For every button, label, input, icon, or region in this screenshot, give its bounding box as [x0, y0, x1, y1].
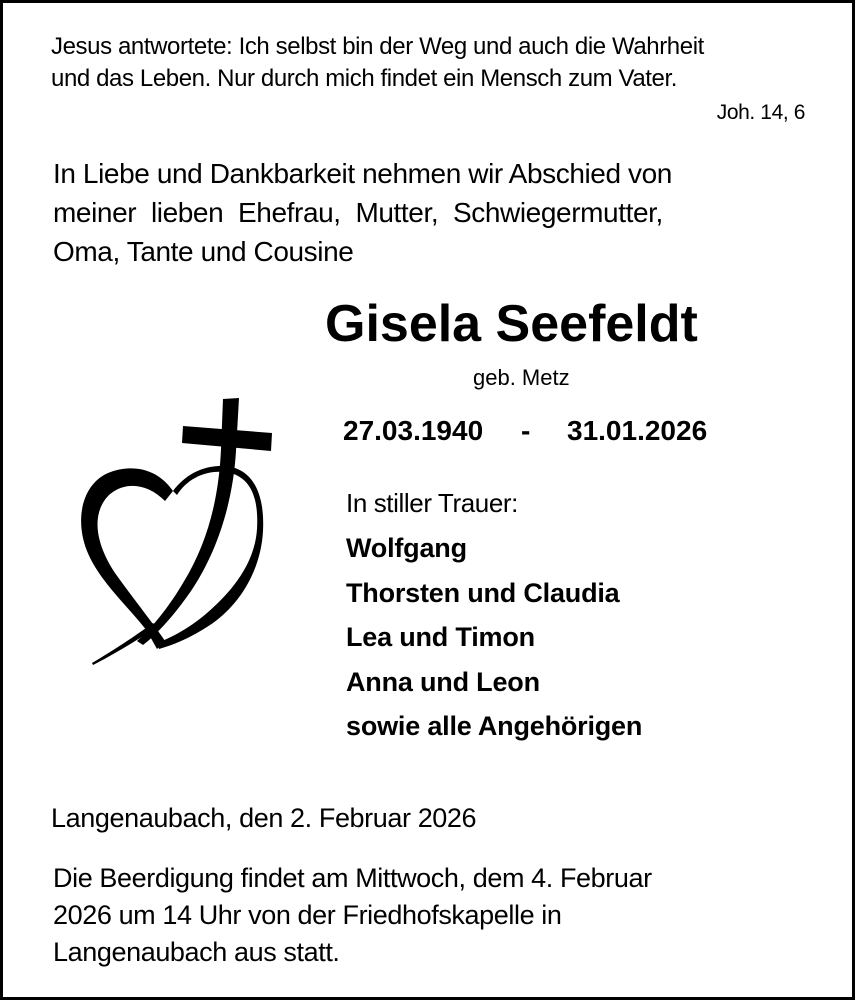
heart-cross-icon — [73, 391, 293, 671]
deceased-name: Gisela Seefeldt — [325, 295, 698, 353]
death-date: 31.01.2026 — [567, 415, 708, 446]
funeral-info-line-3: Langenaubach aus statt. — [53, 937, 340, 967]
mourner-name: Lea und Timon — [346, 622, 535, 652]
intro-line-3: Oma, Tante und Cousine — [53, 236, 354, 267]
place-date: Langenaubach, den 2. Februar 2026 — [51, 803, 477, 833]
intro-line-2: meiner lieben Ehefrau, Mutter, Schwiegermutter, — [53, 197, 663, 228]
maiden-name: geb. Metz — [473, 365, 570, 390]
mourner-name: sowie alle Angehörigen — [346, 711, 643, 741]
bible-reference: Joh. 14, 6 — [716, 101, 805, 124]
mourner-name: Anna und Leon — [346, 667, 540, 697]
mourner-name: Thorsten und Claudia — [346, 578, 620, 608]
birth-date: 27.03.1940 — [343, 415, 484, 446]
funeral-info-line-2: 2026 um 14 Uhr von der Friedhofskapelle in — [53, 900, 562, 930]
funeral-info-line-1: Die Beerdigung findet am Mittwoch, dem 4. Februar — [53, 863, 652, 893]
mourning-label: In stiller Trauer: — [346, 488, 518, 518]
date-separator: - — [521, 415, 531, 446]
intro-line-1: In Liebe und Dankbarkeit nehmen wir Abschied von — [53, 158, 672, 189]
mourner-name: Wolfgang — [346, 533, 467, 563]
bible-quote-line-1: Jesus antwortete: Ich selbst bin der Weg und auch die Wahrheit — [51, 33, 704, 60]
bible-quote-line-2: und das Leben. Nur durch mich findet ein Mensch zum Vater. — [51, 65, 678, 92]
